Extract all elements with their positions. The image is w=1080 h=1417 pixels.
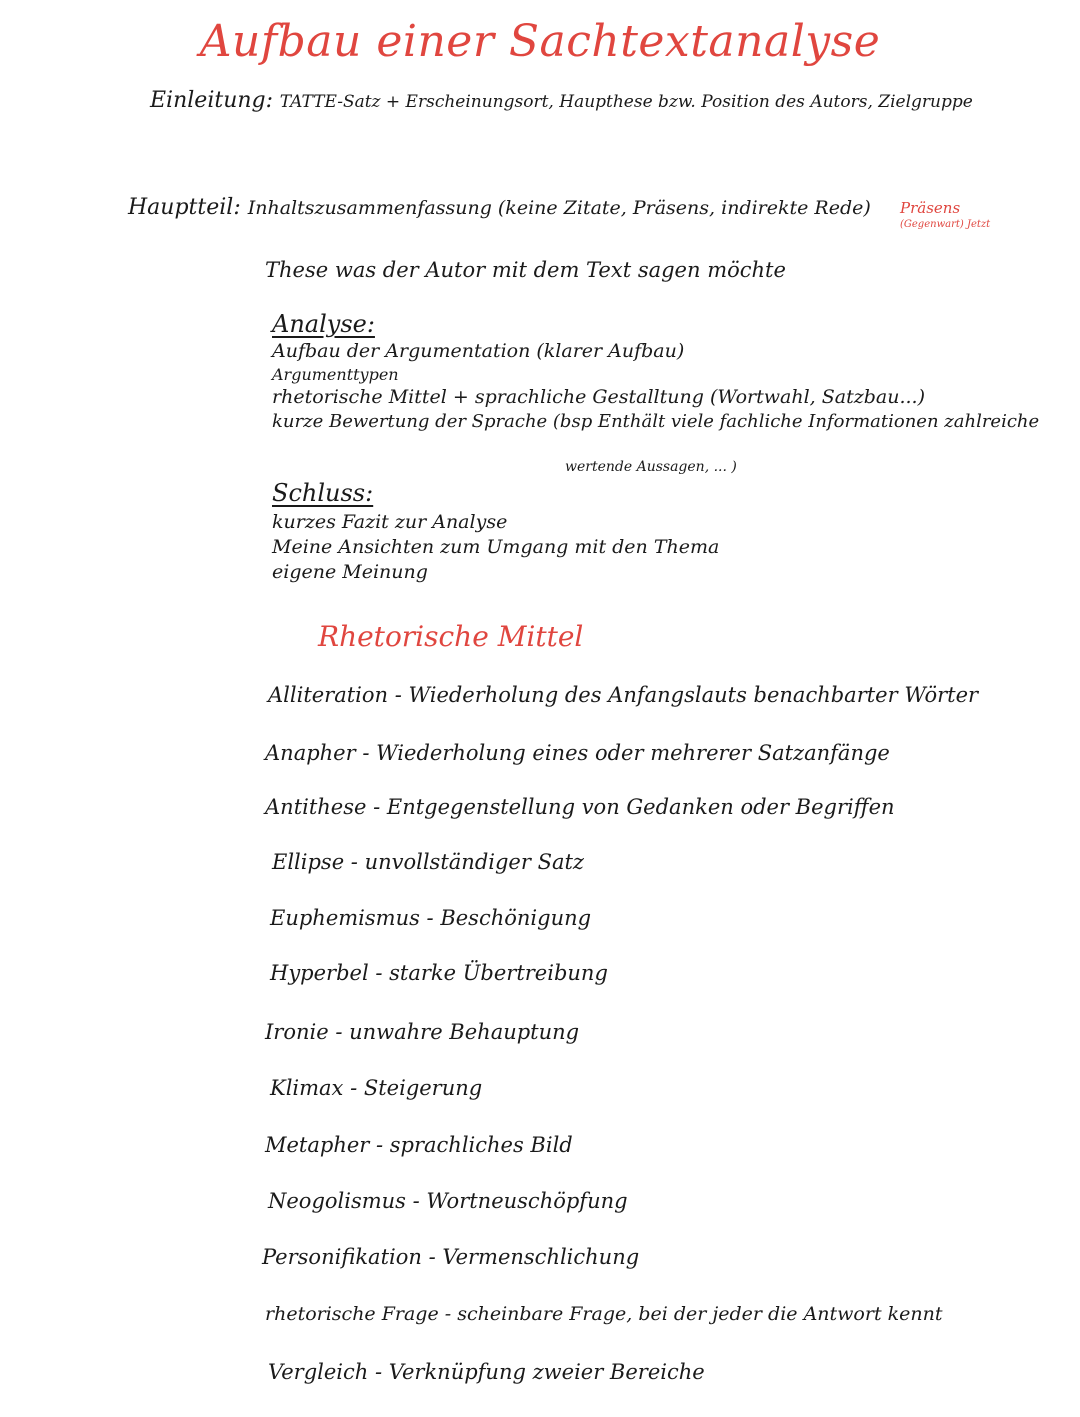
schluss-section [272,481,719,582]
praesens-note [900,199,990,230]
analyse-item: kurze Bewertung der Sprache (bsp Enthält viele fachliche Informationen zahlreiche [272,411,1040,432]
rhetoric-item: Euphemismus - Beschönigung [270,906,592,930]
rhetoric-item: Alliteration - Wiederholung des Anfangslauts benachbarter Wörter [268,683,979,707]
schluss-item: Meine Ansichten zum Umgang mit den Thema [272,536,720,558]
intro-label: Einleitung: [150,88,274,113]
rhetoric-item: Neogolismus - Wortneuschöpfung [268,1189,628,1213]
rhetoric-item: Ellipse - unvollständiger Satz [272,850,584,874]
rhetoric-heading: Rhetorische Mittel [318,620,584,653]
analyse-item: rhetorische Mittel + sprachliche Gestalltung (Wortwahl, Satzbau...) [272,386,925,408]
analyse-section [272,312,1039,431]
rhetoric-item: Klimax - Steigerung [270,1076,483,1100]
main-text: Inhaltszusammenfassung (keine Zitate, Präsens, indirekte Rede) [247,197,871,219]
main-label: Hauptteil: [128,195,241,220]
rhetoric-item: rhetorische Frage - scheinbare Frage, bei der jeder die Antwort kennt [265,1303,943,1325]
schluss-item: eigene Meinung [272,561,428,583]
rhetoric-item: Hyperbel - starke Übertreibung [270,961,608,985]
analyse-item: Argumenttypen [272,365,399,384]
main-part-line [128,195,871,220]
analyse-heading: Analyse: [272,310,375,338]
praesens-note-title: Präsens [900,199,961,217]
rhetoric-item: Anapher - Wiederholung eines oder mehrerer Satzanfänge [265,741,890,765]
intro-text: TATTE-Satz + Erscheinungsort, Haupthese bzw. Position des Autors, Zielgruppe [279,92,973,112]
these-line: These was der Autor mit dem Text sagen möchte [265,258,786,282]
schluss-heading: Schluss: [272,479,374,507]
rhetoric-item: Personifikation - Vermenschlichung [262,1245,640,1269]
intro-line [150,88,973,113]
rhetoric-item: Metapher - sprachliches Bild [265,1133,573,1157]
analyse-item: Aufbau der Argumentation (klarer Aufbau) [272,340,685,362]
rhetoric-item: Ironie - unwahre Behauptung [265,1020,580,1044]
analyse-continuation: wertende Aussagen, ... ) [565,459,737,475]
rhetoric-item: Vergleich - Verknüpfung zweier Bereiche [268,1360,705,1384]
schluss-item: kurzes Fazit zur Analyse [272,511,508,533]
praesens-note-sub: (Gegenwart) Jetzt [900,219,991,230]
page-title: Aufbau einer Sachtextanalyse [199,16,881,67]
rhetoric-item: Antithese - Entgegenstellung von Gedanken oder Begriffen [265,795,895,819]
